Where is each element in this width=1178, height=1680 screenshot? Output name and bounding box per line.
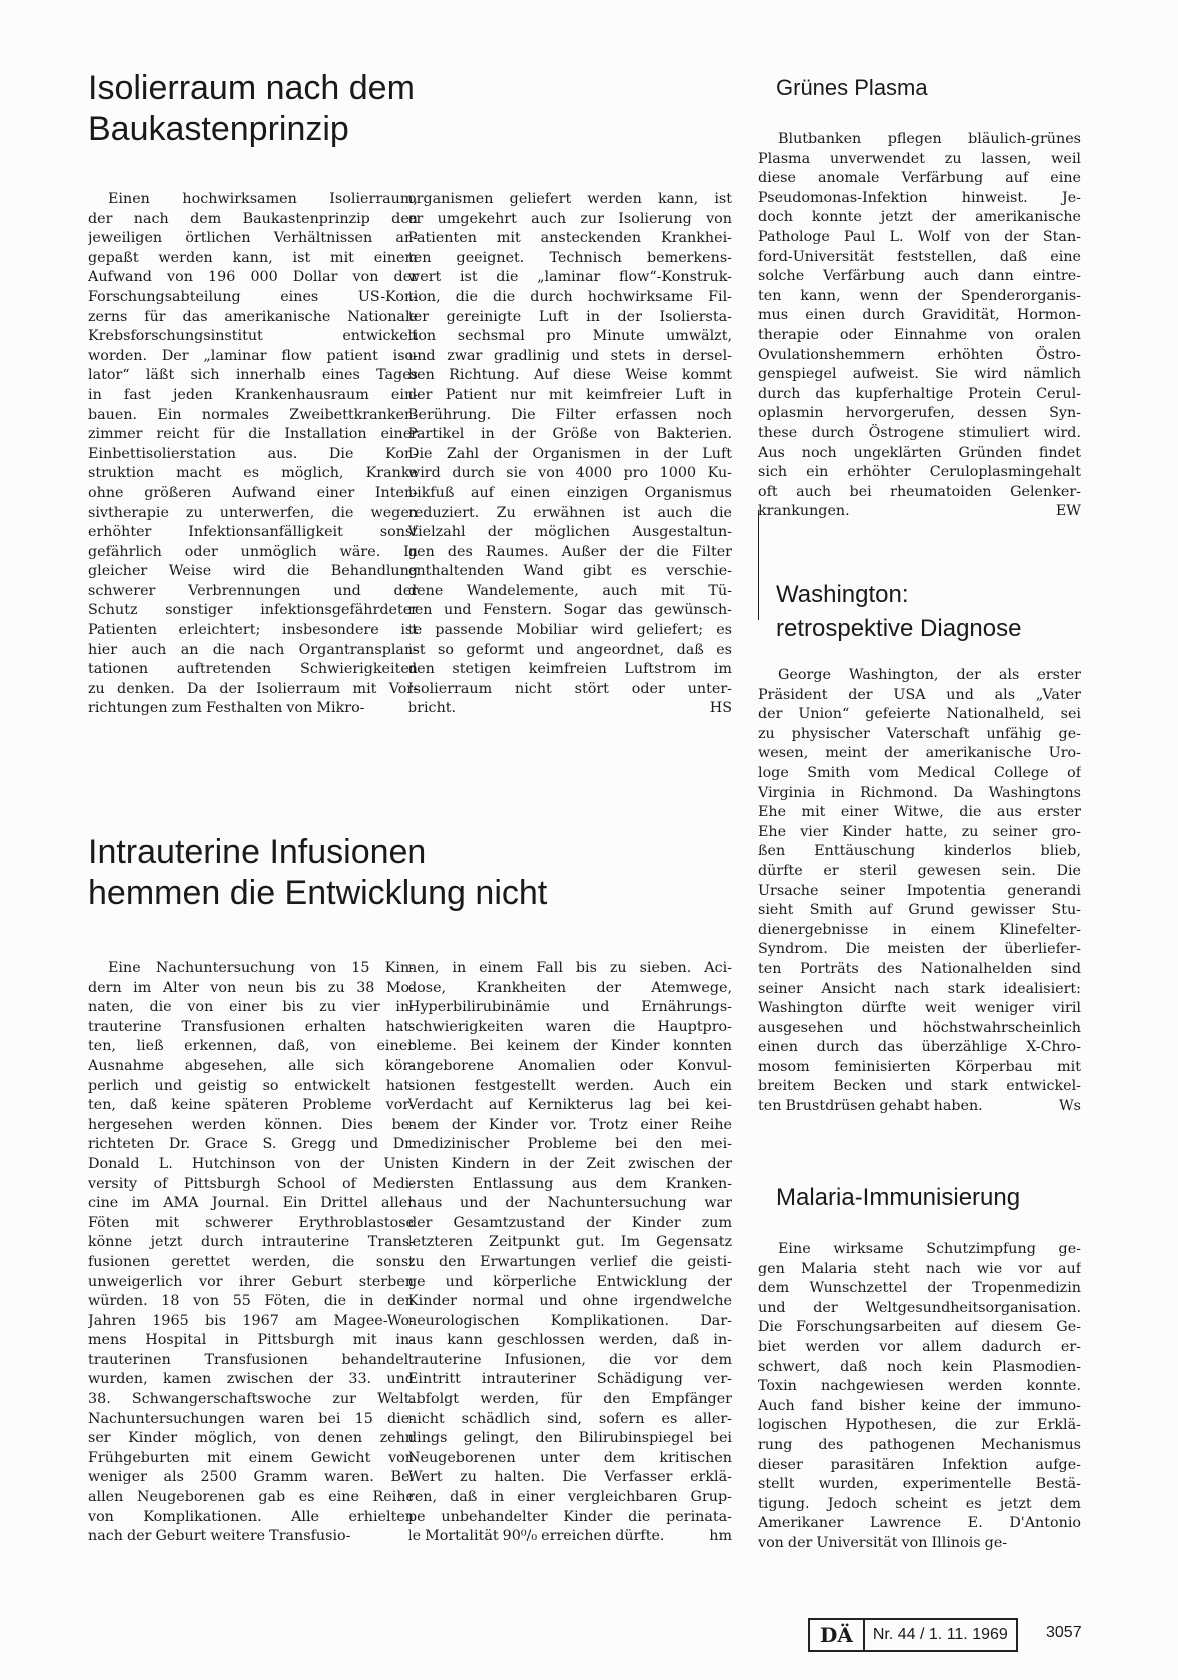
- text-line: letzteren Zeitpunkt gut. Im Gegensatz: [408, 1234, 732, 1251]
- text-line: erhöhter Infektionsanfälligkeit sonst: [88, 524, 418, 541]
- text-line: dürfte er steril gewesen sein. Die: [758, 862, 1081, 879]
- text-line: Blutbanken pflegen bläulich-grünes: [778, 131, 1081, 147]
- page-number: 3057: [1046, 1624, 1082, 1641]
- text-line: ten, daß keine späteren Probleme vor-: [88, 1097, 414, 1114]
- text-line: Aufwand von 196 000 Dollar von der: [88, 269, 418, 286]
- text-line: dings gelingt, den Bilirubinspiegel bei: [408, 1430, 732, 1447]
- text-line: ge und körperliche Entwicklung der: [408, 1273, 732, 1290]
- journal-abbreviation: DÄ: [810, 1620, 865, 1650]
- closing-line: [408, 1527, 732, 1547]
- text-line: unweigerlich vor ihrer Geburt sterben: [88, 1273, 414, 1290]
- closing-line: [758, 1097, 1081, 1117]
- text-line: Pathologe Paul L. Wolf von der Stan-: [758, 228, 1081, 245]
- text-line: mosom feminisierten Körperbau mit: [758, 1058, 1081, 1075]
- text-line: struktion macht es möglich, Kranke: [88, 465, 418, 482]
- text-line: bauen. Ein normales Zweibettkranken-: [88, 406, 418, 423]
- text-line: ter gereinigte Luft in der Isolierstа-: [408, 308, 732, 325]
- author-signature: Ws: [1058, 1098, 1081, 1115]
- text-line: Eintritt intrauteriner Schädigung ver-: [408, 1371, 732, 1388]
- text-line: Partikel in der Größe von Bakterien.: [408, 426, 732, 443]
- text-line: logischen Hypothesen, die zur Erklä-: [758, 1417, 1081, 1434]
- text-line: Patienten erleichtert; insbesondere ist: [88, 622, 418, 639]
- text-line: ist so geformt und angeordnet, daß es: [408, 641, 732, 658]
- issue-date: Nr. 44 / 1. 11. 1969: [872, 1626, 1008, 1643]
- text-line: Auch fand bisher keine der immuno-: [758, 1397, 1081, 1414]
- text-line: gen des Raumes. Außer der die Filter: [408, 543, 732, 560]
- text-line: naten, die von einer bis zu vier in-: [88, 999, 414, 1016]
- text-line: tion, die die durch hochwirksame Fil-: [408, 288, 732, 305]
- text-line: Schutz sonstiger infektionsgefährdeter: [88, 602, 418, 619]
- text-line: dieser parasitären Infektion aufge-: [758, 1456, 1081, 1473]
- text-line: cine im AMA Journal. Ein Drittel aller: [88, 1195, 414, 1212]
- text-line: Toxin nachgewiesen werden konnte.: [758, 1378, 1081, 1395]
- text-line: ten Porträts des Nationalhelden sind: [758, 960, 1081, 977]
- text-line: könne jetzt durch intrauterine Trans-: [88, 1234, 414, 1251]
- text-line: Virginia in Richmond. Da Washingtons: [758, 784, 1081, 801]
- text-line: mens Hospital in Pittsburgh mit in-: [88, 1332, 414, 1349]
- text-line: Eine wirksame Schutzimpfung ge-: [778, 1241, 1081, 1257]
- text-line: Donald L. Hutchinson von der Uni-: [88, 1155, 414, 1172]
- headline-line: Baukastenprinzip: [88, 109, 349, 148]
- article3-headline: [776, 75, 928, 101]
- text-line: sionen festgestellt werden. Auch ein: [408, 1077, 732, 1094]
- text-line: Ursache seiner Impotentia generandi: [758, 882, 1081, 899]
- text-line: versity of Pittsburgh School of Medi-: [88, 1175, 414, 1192]
- text-line: bikfuß auf einen einzigen Organismus: [408, 484, 732, 501]
- text-line: angeborene Anomalien oder Konvul-: [408, 1057, 732, 1074]
- text-line: Die Forschungsarbeiten auf diesem Ge-: [758, 1319, 1081, 1336]
- text-line: biet werden vor allem dadurch er-: [758, 1338, 1081, 1355]
- text-line: wert ist die „laminar flow“-Konstruk-: [408, 269, 732, 286]
- text-line: sivtherapie zu unterwerfen, die wegen: [88, 504, 418, 521]
- text-line: schwierigkeiten waren die Hauptpro-: [408, 1018, 732, 1035]
- headline-line: Intrauterine Infusionen: [88, 833, 427, 871]
- text-line: bleme. Bei keinem der Kinder konnten: [408, 1038, 732, 1055]
- text-line: zu physischer Vaterschaft unfähig ge-: [758, 725, 1081, 742]
- text-line: trauterine Transfusionen erhalten hat-: [88, 1018, 414, 1035]
- text-line: Vielzahl der möglichen Ausgestaltun-: [408, 524, 732, 541]
- text-line: Präsident der USA und als „Vater: [758, 686, 1081, 703]
- text-line: von Komplikationen. Alle erhielten: [88, 1508, 414, 1525]
- text-line: nen, in einem Fall bis zu sieben. Aci-: [408, 960, 732, 976]
- text-line: fusionen gerettet werden, die sonst: [88, 1253, 414, 1270]
- article2-col1: [88, 959, 414, 1547]
- text-line: weniger als 2500 Gramm waren. Bei: [88, 1469, 414, 1486]
- text-line: zimmer reicht für die Installation einer: [88, 426, 418, 443]
- text-line: schwert, daß noch kein Plasmodien-: [758, 1358, 1081, 1375]
- text-line: und zwar gradlinig und stets in dersel-: [408, 347, 732, 364]
- text-line: in fast jeden Krankenhausraum ein-: [88, 386, 418, 403]
- text-line: Jahren 1965 bis 1967 am Magee-Wo-: [88, 1312, 414, 1329]
- text-line: worden. Der „laminar flow patient iso-: [88, 347, 418, 364]
- text-line: Pseudomonas-Infektion hinweist. Je-: [758, 189, 1081, 206]
- text-line: doch konnte jetzt der amerikanische: [758, 209, 1081, 226]
- text-line: dern im Alter von neun bis zu 38 Mo-: [88, 979, 414, 996]
- text-line: oplasmin hervorgerufen, dessen Syn-: [758, 405, 1081, 422]
- article4-headline: [776, 578, 1021, 646]
- text-line: diese anomale Verfärbung auf eine: [758, 170, 1081, 187]
- text-line: richtungen zum Festhalten von Mikro-: [88, 700, 365, 717]
- text-line: durch das kupferhaltige Protein Cerul-: [758, 385, 1081, 402]
- text-line: wird durch sie von 4000 pro 1000 Ku-: [408, 465, 732, 482]
- journal-issue-box: [808, 1618, 1018, 1652]
- headline-line: Washington:: [776, 581, 909, 608]
- closing-line: [408, 699, 732, 719]
- text-line: wurden, kamen zwischen der 33. und: [88, 1371, 414, 1388]
- text-line: sten Kindern in der Zeit zwischen der: [408, 1155, 732, 1172]
- text-line: organismen geliefert werden kann, ist: [408, 191, 732, 207]
- article4-body: [758, 666, 1081, 1117]
- text-line: der Gesamtzustand der Kinder zum: [408, 1214, 732, 1231]
- text-line: aus kann geschlossen werden, daß in-: [408, 1332, 732, 1349]
- text-line: Forschungsabteilung eines US-Kon-: [88, 288, 418, 305]
- text-line: 38. Schwangerschaftswoche zur Welt.: [88, 1391, 414, 1408]
- text-line: ten geeignet. Technisch bemerkens-: [408, 249, 732, 266]
- text-line: Ausnahme abgesehen, alle sich kör-: [88, 1057, 414, 1074]
- text-line: therapie oder Einnahme von oralen: [758, 326, 1081, 343]
- text-line: reduziert. Zu erwähnen ist auch die: [408, 504, 732, 521]
- text-line: nicht schädlich sind, sofern es aller-: [408, 1410, 732, 1427]
- text-line: tigung. Jedoch scheint es jetzt dem: [758, 1495, 1081, 1512]
- text-line: Einbettisolierstation aus. Die Kon-: [88, 445, 418, 462]
- text-line: würden. 18 von 55 Föten, die in den: [88, 1293, 414, 1310]
- text-line: loge Smith vom Medical College of: [758, 764, 1081, 781]
- text-line: gleicher Weise wird die Behandlung: [88, 563, 418, 580]
- article2-headline: [88, 832, 547, 914]
- text-line: pe unbehandelter Kinder die perinata-: [408, 1508, 732, 1525]
- article3-body: [758, 130, 1081, 522]
- text-line: Die Zahl der Organismen in der Luft: [408, 445, 732, 462]
- text-line: rung des pathogenen Mechanismus: [758, 1436, 1081, 1453]
- text-line: Frühgeburten mit einem Gewicht von: [88, 1449, 414, 1466]
- author-signature: HS: [709, 700, 732, 717]
- text-line: Amerikaner Lawrence E. D'Antonio: [758, 1515, 1081, 1532]
- text-line: sich ein erhöhter Ceruloplasmingehalt: [758, 464, 1081, 481]
- text-line: ßen Enttäuschung kinderlos blieb,: [758, 843, 1081, 860]
- text-line: wesen, meint der amerikanische Uro-: [758, 745, 1081, 762]
- text-line: Ehe mit einer Witwe, die aus erster: [758, 804, 1081, 821]
- text-line: und der Weltgesundheitsorganisation.: [758, 1299, 1081, 1316]
- text-line: der Patient nur mit keimfreier Luft in: [408, 386, 732, 403]
- author-signature: hm: [709, 1528, 732, 1545]
- text-line: these durch Östrogene stimuliert wird.: [758, 424, 1081, 441]
- text-line: ausgesehen und höchstwahrscheinlich: [758, 1019, 1081, 1036]
- text-line: genspiegel aufweist. Sie wird nämlich: [758, 366, 1081, 383]
- text-line: trauterine Infusionen, die vor dem: [408, 1351, 732, 1368]
- headline-line: Isolierraum nach dem: [88, 69, 415, 107]
- text-line: oft auch bei rheumatoiden Gelenker-: [758, 483, 1081, 500]
- text-line: einen durch das überzählige X-Chro-: [758, 1039, 1081, 1056]
- text-line: Einen hochwirksamen Isolierraum,: [108, 191, 418, 207]
- text-line: nem der Kinder vor. Trotz einer Reihe: [408, 1116, 732, 1133]
- text-line: Neugeborenen unter dem kritischen: [408, 1449, 732, 1466]
- text-line: ersten Entlassung aus dem Kranken-: [408, 1175, 732, 1192]
- text-line: solche Verfärbung auch dann eintre-: [758, 268, 1081, 285]
- closing-line: [758, 502, 1081, 522]
- text-line: gepaßt werden kann, ist mit einem: [88, 249, 418, 266]
- headline-line: hemmen die Entwicklung nicht: [88, 873, 548, 912]
- text-line: bricht.: [408, 700, 457, 717]
- text-line: haus und der Nachuntersuchung war: [408, 1195, 732, 1212]
- text-line: der nach dem Baukastenprinzip den: [88, 210, 418, 227]
- text-line: mus einen durch Gravidität, Hormon-: [758, 307, 1081, 324]
- text-line: richteten Dr. Grace S. Gregg und Dr.: [88, 1136, 414, 1153]
- text-line: krankungen.: [758, 503, 850, 520]
- text-line: Ovulationshemmern erhöhten Östro-: [758, 346, 1081, 363]
- text-line: Aus noch ungeklärten Gründen findet: [758, 444, 1081, 461]
- text-line: ten kann, wenn der Spenderorganis-: [758, 287, 1081, 304]
- article1-headline: [88, 68, 415, 150]
- text-line: trauterinen Transfusionen behandelt: [88, 1351, 414, 1368]
- text-line: George Washington, der als erster: [778, 667, 1081, 683]
- text-line: dene Wandelemente, auch mit Tü-: [408, 582, 732, 599]
- text-line: lator“ läßt sich innerhalb eines Tages: [88, 367, 418, 384]
- headline-line: Grünes Plasma: [776, 75, 928, 100]
- text-line: tion sechsmal pro Minute umwälzt,: [408, 328, 732, 345]
- article5-body: [758, 1240, 1081, 1554]
- text-line: tationen auftretenden Schwierigkeiten: [88, 661, 418, 678]
- text-line: medizinischer Probleme bei den mei-: [408, 1136, 732, 1153]
- text-line: Berührung. Die Filter erfassen noch: [408, 406, 732, 423]
- text-line: Patienten mit ansteckenden Krankhei-: [408, 230, 732, 247]
- headline-line: retrospektive Diagnose: [776, 615, 1022, 642]
- author-signature: EW: [1055, 503, 1081, 520]
- text-line: le Mortalität 90⁰/₀ erreichen dürfte.: [408, 1528, 665, 1545]
- text-line: Isolierraum nicht stört oder unter-: [408, 680, 732, 697]
- text-line: Washington dürfte weit weniger viril: [758, 1000, 1081, 1017]
- text-line: ten Brustdrüsen gehabt haben.: [758, 1098, 983, 1115]
- text-line: dose, Krankheiten der Atemwege,: [408, 979, 732, 996]
- text-line: hergesehen werden können. Dies be-: [88, 1116, 414, 1133]
- text-line: te passende Mobiliar wird geliefert; es: [408, 622, 732, 639]
- text-line: nach der Geburt weitere Transfusio-: [88, 1528, 351, 1545]
- text-line: ohne größeren Aufwand einer Inten-: [88, 484, 418, 501]
- text-line: Krebsforschungsinstitut entwickelt: [88, 328, 418, 345]
- text-line: zu den Erwartungen verlief die geisti-: [408, 1253, 732, 1270]
- text-line: den stetigen keimfreien Luftstrom im: [408, 661, 732, 678]
- text-line: Plasma unverwendet zu lassen, weil: [758, 150, 1081, 167]
- text-line: der Union“ gefeierte Nationalheld, sei: [758, 706, 1081, 723]
- text-line: dienergebnisse in einem Klinefelter-: [758, 921, 1081, 938]
- text-line: von der Universität von Illinois ge-: [758, 1534, 1008, 1551]
- text-line: Kinder normal und ohne irgendwelche: [408, 1293, 732, 1310]
- text-line: ren und Fenstern. Sogar das gewünsch-: [408, 602, 732, 619]
- text-line: stellt wurden, experimentelle Bestä-: [758, 1476, 1081, 1493]
- text-line: hier auch an die nach Organtransplan-: [88, 641, 418, 658]
- text-line: breitem Becken und stark entwickel-: [758, 1078, 1081, 1095]
- text-line: gefährlich oder unmöglich wäre. In: [88, 543, 418, 560]
- text-line: ben Richtung. Auf diese Weise kommt: [408, 367, 732, 384]
- text-line: ford-Universität feststellen, daß eine: [758, 248, 1081, 265]
- text-line: neurologischen Komplikationen. Dar-: [408, 1312, 732, 1329]
- text-line: ten, ließ erkennen, daß, von einer: [88, 1038, 414, 1055]
- text-line: seiner Ansicht nach stark idealisiert:: [758, 980, 1081, 997]
- text-line: jeweiligen örtlichen Verhältnissen an-: [88, 230, 418, 247]
- text-line: gen Malaria steht nach wie vor auf: [758, 1260, 1081, 1277]
- text-line: perlich und geistig so entwickelt hat-: [88, 1077, 414, 1094]
- text-line: Ehe vier Kinder hatte, zu seiner gro-: [758, 823, 1081, 840]
- text-line: sieht Smith auf Grund gewisser Stu-: [758, 902, 1081, 919]
- text-line: dem Wunschzettel der Tropenmedizin: [758, 1280, 1081, 1297]
- text-line: Eine Nachuntersuchung von 15 Kin-: [108, 960, 414, 976]
- text-line: Wert zu halten. Die Verfasser erklä-: [408, 1469, 732, 1486]
- text-line: Verdacht auf Kernikterus lag bei kei-: [408, 1097, 732, 1114]
- text-line: schwerer Verbrennungen und der: [88, 582, 418, 599]
- article2-col2: [408, 959, 732, 1547]
- text-line: Hyperbilirubinämie und Ernährungs-: [408, 999, 732, 1016]
- text-line: zerns für das amerikanische Nationale: [88, 308, 418, 325]
- text-line: enthaltenden Wand gibt es verschie-: [408, 563, 732, 580]
- article1-col1: [88, 190, 418, 719]
- text-line: ren, daß in einer vergleichbaren Grup-: [408, 1489, 732, 1506]
- text-line: zu denken. Da der Isolierraum mit Vor-: [88, 680, 418, 697]
- column-rule: [758, 510, 759, 620]
- text-line: abfolgt werden, für den Empfänger: [408, 1391, 732, 1408]
- headline-line: Malaria-Immunisierung: [776, 1184, 1021, 1211]
- text-line: allen Neugeborenen gab es eine Reihe: [88, 1489, 414, 1506]
- text-line: ser Kinder möglich, von denen zehn: [88, 1430, 414, 1447]
- article5-headline: [776, 1184, 1020, 1213]
- text-line: Föten mit schwerer Erythroblastose: [88, 1214, 414, 1231]
- text-line: er umgekehrt auch zur Isolierung von: [408, 210, 732, 227]
- text-line: Nachuntersuchungen waren bei 15 die-: [88, 1410, 414, 1427]
- text-line: Syndrom. Die meisten der überliefer-: [758, 941, 1081, 958]
- article1-col2: [408, 190, 732, 719]
